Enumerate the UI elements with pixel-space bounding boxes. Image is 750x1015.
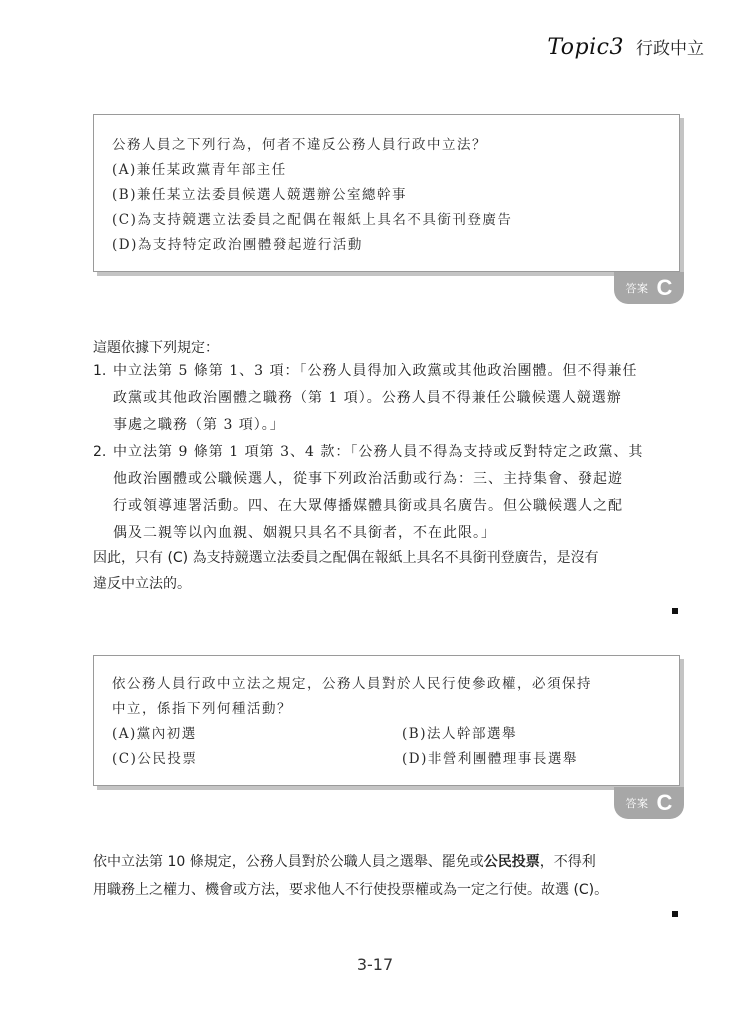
conclusion xyxy=(93,545,688,597)
answer-tab-1 xyxy=(614,272,684,304)
emphasis-text: 公民投票 xyxy=(483,854,540,870)
page-number: 3-17 xyxy=(356,955,394,974)
question-stem-line: 中立，係指下列何種活動？ xyxy=(112,701,292,717)
page-header xyxy=(547,34,704,60)
topic-label: Topic3 xyxy=(547,35,624,60)
explanation-2 xyxy=(93,848,688,904)
question-stem-line: 依公務人員行政中立法之規定，公務人員對於人民行使參政權，必須保持 xyxy=(112,676,592,692)
rule-line: 中立法第 5 條第 1、3 項：「公務人員得加入政黨或其他政治團體。但不得兼任 xyxy=(113,363,638,379)
option-a: (A)黨內初選 xyxy=(112,726,197,742)
rule-line: 中立法第 9 條第 1 項第 3、4 款：「公務人員不得為支持或反對特定之政黨、其 xyxy=(113,444,644,460)
explanation-line xyxy=(93,848,688,876)
option-a: (A)兼任某政黨青年部主任 xyxy=(112,162,287,178)
rule-number: 1. xyxy=(93,363,107,379)
answer-letter: C xyxy=(656,790,673,815)
option-d: (D)非營利團體理事長選舉 xyxy=(402,751,578,767)
end-mark xyxy=(672,911,678,917)
rule-number: 2. xyxy=(93,444,107,460)
rule-list xyxy=(93,358,688,547)
explanation-text: ，不得利 xyxy=(539,854,596,870)
rule-item xyxy=(93,439,688,547)
option-grid xyxy=(112,722,659,772)
end-mark xyxy=(672,608,678,614)
conclusion-line: 因此，只有 (C) 為支持競選立法委員之配偶在報紙上具名不具銜刊登廣告，是沒有 xyxy=(93,550,599,566)
rule-line: 偶及二親等以內血親、姻親只具名不具銜者，不在此限。」 xyxy=(113,525,496,541)
question-box-1 xyxy=(93,114,680,272)
question-stem: 公務人員之下列行為，何者不違反公務人員行政中立法？ xyxy=(112,137,487,153)
answer-letter: C xyxy=(656,275,673,300)
option-c: (C)為支持競選立法委員之配偶在報紙上具名不具銜刊登廣告 xyxy=(112,212,513,228)
explanation-intro: 這題依據下列規定： xyxy=(93,340,219,356)
option-b: (B)兼任某立法委員候選人競選辦公室總幹事 xyxy=(112,187,407,203)
option-d: (D)為支持特定政治團體發起遊行活動 xyxy=(112,237,363,253)
rule-line: 行或領導連署活動。四、在大眾傳播媒體具銜或具名廣告。但公職候選人之配 xyxy=(113,498,623,514)
question-box-2 xyxy=(93,655,680,786)
chapter-title: 行政中立 xyxy=(636,39,704,59)
conclusion-line: 違反中立法的。 xyxy=(93,576,191,592)
option-c: (C)公民投票 xyxy=(112,751,198,767)
answer-label: 答案 xyxy=(625,282,649,295)
rule-item xyxy=(93,358,688,439)
option-b: (B)法人幹部選舉 xyxy=(402,726,517,742)
answer-label: 答案 xyxy=(625,797,649,810)
rule-line: 他政治團體或公職候選人，從事下列政治活動或行為：三、主持集會、發起遊 xyxy=(113,471,623,487)
rule-line: 事處之職務（第 3 項）。」 xyxy=(113,417,285,433)
rule-line: 政黨或其他政治團體之職務（第 1 項）。公務人員不得兼任公職候選人競選辦 xyxy=(113,390,622,406)
answer-tab-2 xyxy=(614,787,684,819)
explanation-line: 用職務上之權力、機會或方法，要求他人不行使投票權或為一定之行使。故選 (C)。 xyxy=(93,882,609,898)
explanation-text: 依中立法第 10 條規定，公務人員對於公職人員之選舉、罷免或 xyxy=(93,854,484,870)
